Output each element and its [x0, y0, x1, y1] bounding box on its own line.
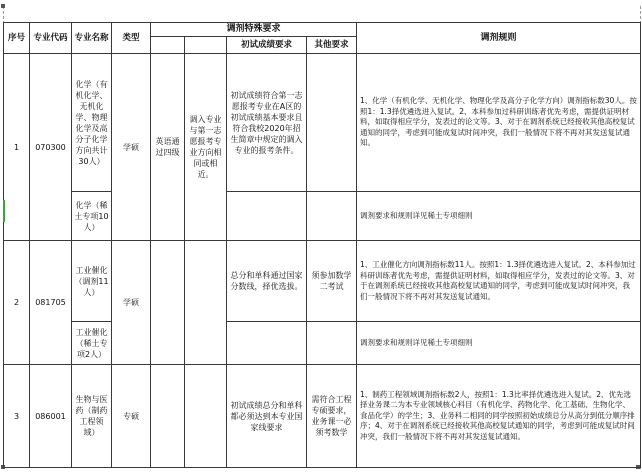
adjustment-table	[3, 22, 641, 468]
header-blank-1	[151, 37, 185, 54]
row-rule: 1、化学（有机化学、无机化学、物理化学及高分子化学方向）调剂指标数30人。按照1：1.3择优遴选进入复试。2、本科参加过科研训练者优先考虑，需提供证明材料，如取得相应学分，发表过的论文等。3、对于在调剂系统已经接收其他高校复试通知的同学，考虑到可能成复试时间冲突，我们一般情况下将不再对其发送复试通知。	[357, 54, 641, 192]
row-major-req: 调入专业与第一志愿报考专业方向相同或相近。	[185, 54, 227, 241]
table-row	[4, 365, 641, 468]
row-name: 工业催化（稀土专项2人）	[72, 322, 112, 365]
row-rule: 1、工业催化方向调剂指标数11人。按照1：1.3择优遴选进入复试。2、本科参加过科研训练者优先考虑，需提供证明材料，如取得相应学分，发表过的论文等。3、对于在调剂系统已经接收其他高校复试通知的同学，考虑到可能成复试时间冲突，我们一般情况下将不再对其发送复试通知。	[357, 241, 641, 322]
row-other-req	[307, 54, 357, 192]
row-rule: 调剂要求和规则详见稀土专项细则	[357, 192, 641, 241]
row-type: 学硕	[112, 241, 151, 365]
row-seq: 1	[4, 54, 30, 241]
header-seq: 序号	[4, 23, 30, 54]
header-code: 专业代码	[30, 23, 72, 54]
header-other: 其他要求	[307, 37, 357, 54]
row-type: 学硕	[112, 54, 151, 241]
row-major-req	[185, 241, 227, 365]
row-code: 070300	[30, 54, 72, 241]
table-row	[4, 192, 641, 241]
row-english-req: 英语通过四级	[151, 54, 185, 241]
row-prelim-req	[227, 322, 307, 365]
row-name: 生物与医药（制药工程领域）	[72, 365, 112, 468]
row-prelim-req: 初试成绩总分和单科都必须达到本专业国家线要求	[227, 365, 307, 468]
table-row	[4, 322, 641, 365]
row-prelim-req: 初试成绩符合第一志愿报考专业在A区的初试成绩基本要求且符合我校2020年招生简章中规定的调入专业的报考条件。	[227, 54, 307, 192]
table-row	[4, 54, 641, 192]
row-type: 专硕	[112, 365, 151, 468]
row-english-req	[151, 365, 185, 468]
row-code: 086001	[30, 365, 72, 468]
cursor-marker	[3, 200, 5, 222]
row-seq: 2	[4, 241, 30, 365]
row-seq: 3	[4, 365, 30, 468]
row-name: 工业催化（调剂11人）	[72, 241, 112, 322]
header-rules: 调剂规则	[357, 23, 641, 54]
table-row	[4, 241, 641, 322]
row-major-req	[185, 365, 227, 468]
row-name: 化学（有机化学、无机化学、物理化学及高分子化学方向共计30人）	[72, 54, 112, 192]
row-other-req: 需符合工程专硕要求，业务课一必须考数学	[307, 365, 357, 468]
header-blank-2	[185, 37, 227, 54]
row-name: 化学（稀土专项10人）	[72, 192, 112, 241]
header-prelim: 初试成绩要求	[227, 37, 307, 54]
row-english-req	[151, 241, 185, 365]
header-type: 类型	[112, 23, 151, 54]
header-name: 专业名称	[72, 23, 112, 54]
row-other-req: 须参加数学二考试	[307, 241, 357, 322]
row-other-req	[307, 322, 357, 365]
row-other-req	[307, 192, 357, 241]
selection-handle[interactable]	[1, 4, 5, 8]
row-prelim-req	[227, 192, 307, 241]
row-prelim-req: 总分和单科通过国家分数线，择优选拔。	[227, 241, 307, 322]
row-code: 081705	[30, 241, 72, 365]
header-special: 调剂特殊要求	[151, 23, 357, 37]
row-rule: 1、制药工程领域调剂指标数2人，按照1：1.3比率择优遴选进入复试。2、优先选择业务课二为本专业领域核心科目（有机化学、药物化学、化工基础、生物化学、食品化学）的学生；3、业务科二相同的同学按照初始成绩总分从高分到低分顺序排序；4、对于在调剂系统已经接收其他高校复试通知的同学，考虑到可能成复试时间冲突，我们一般情况下将不再对其发送复试通知。	[357, 365, 641, 468]
row-rule: 调剂要求和规则详见稀土专项细则	[357, 322, 641, 365]
